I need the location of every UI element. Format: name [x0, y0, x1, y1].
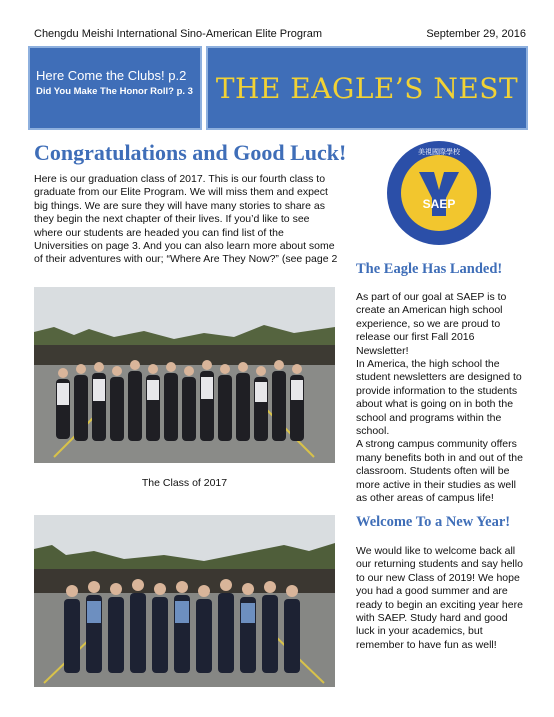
- congrats-heading: Congratulations and Good Luck!: [34, 140, 347, 165]
- class-2017-caption: The Class of 2017: [141, 477, 228, 489]
- masthead-box: [206, 46, 528, 130]
- eagle-landed-heading: The Eagle Has Landed!: [356, 261, 503, 277]
- class-2017-photo: [34, 287, 335, 463]
- teaser-clubs: Here Come the Clubs! p.2: [36, 68, 187, 83]
- welcome-body: We would like to welcome back all our returning students and say hello to our new Class of 2019! We hope you had a good summer and are ready to begin an exciting year here with SAEP. Study hard and good luck in your academics, but remember to have fun as well!: [356, 545, 523, 651]
- welcome-heading: Welcome To a New Year!: [356, 514, 511, 530]
- teaser-box: [28, 46, 202, 130]
- masthead-title: THE EAGLE’S NEST: [215, 71, 519, 105]
- program-name: Chengdu Meishi International Sino-American Elite Program: [34, 28, 322, 40]
- meishi-school-logo: [384, 138, 494, 248]
- group-photo-illustration: [34, 515, 335, 687]
- new-year-group-photo: [34, 515, 335, 687]
- eagle-landed-body: As part of our goal at SAEP is to create an American high school experience, so we are proud to release our first Fall 2016 Newsletter! In America, the high school the student newsletters are designed to provide information to the students about what is going on in both the school and programs within the school. A strong campus community offers many benefits both in and out of the classroom. Students often will be more active in their studies as well as other areas of campus life!: [356, 291, 523, 505]
- logo-saep-text: SAEP: [422, 197, 456, 211]
- logo-chinese-text: 美視國際學校: [418, 148, 460, 156]
- issue-date: September 29, 2016: [426, 28, 526, 40]
- congrats-body: Here is our graduation class of 2017. This is our fourth class to graduate from our Elite Program. We will miss them and expect big things. We are sure they will have many stories to share as they begin the next chapter of their lives. If you’d like to see where our students are headed you can find list of the Universities on page 3. And you can also learn more about some of their adventures with our; “Where Are They Now?” (see page 2: [34, 173, 338, 266]
- teaser-honor-roll: Did You Make The Honor Roll? p. 3: [36, 86, 193, 97]
- group-photo-illustration: [34, 287, 335, 463]
